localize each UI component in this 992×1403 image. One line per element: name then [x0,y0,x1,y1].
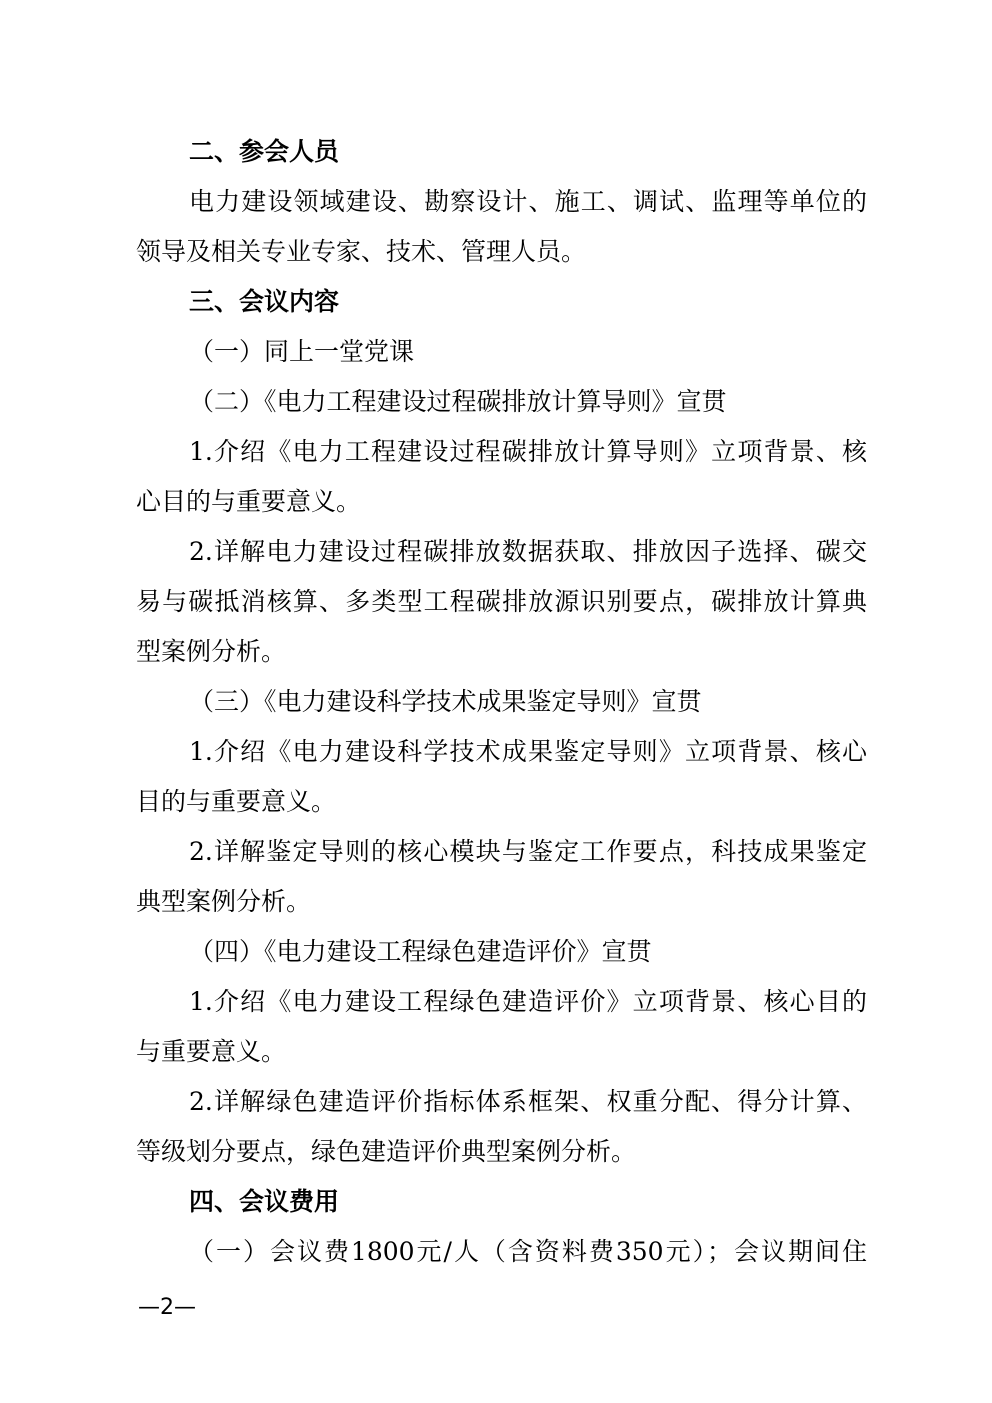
paragraph-line: 2.详解电力建设过程碳排放数据获取、排放因子选择、碳交 [189,537,867,566]
subsection-heading: （三）《电力建设科学技术成果鉴定导则》宣贯 [189,687,702,716]
paragraph-line: 1.介绍《电力工程建设过程碳排放计算导则》立项背景、核 [189,437,867,466]
paragraph-line: 型案例分析。 [136,637,287,666]
section-heading-content: 三、会议内容 [189,287,340,316]
paragraph-line: 1.介绍《电力建设科学技术成果鉴定导则》立项背景、核心 [189,737,867,766]
section-heading-fees: 四、会议费用 [189,1187,340,1216]
paragraph-line: 电力建设领域建设、勘察设计、施工、调试、监理等单位的 [189,187,867,216]
subsection-heading: （二）《电力工程建设过程碳排放计算导则》宣贯 [189,387,727,416]
paragraph-line: （一）会议费1800元/人（含资料费350元）；会议期间住 [189,1237,867,1266]
paragraph-line: 2.详解绿色建造评价指标体系框架、权重分配、得分计算、 [189,1087,867,1116]
paragraph-line: 2.详解鉴定导则的核心模块与鉴定工作要点，科技成果鉴定 [189,837,867,866]
paragraph-line: 易与碳抵消核算、多类型工程碳排放源识别要点，碳排放计算典 [136,587,867,616]
paragraph-line: 领导及相关专业专家、技术、管理人员。 [136,237,587,266]
subsection-heading: （四）《电力建设工程绿色建造评价》宣贯 [189,937,652,966]
paragraph-line: 目的与重要意义。 [136,787,337,816]
paragraph-line: 等级划分要点，绿色建造评价典型案例分析。 [136,1137,637,1166]
page-number: —2— [138,1295,196,1320]
section-heading-attendees: 二、参会人员 [189,137,340,166]
subsection-heading: （一）同上一堂党课 [189,337,415,366]
paragraph-line: 典型案例分析。 [136,887,312,916]
paragraph-line: 心目的与重要意义。 [136,487,362,516]
paragraph-line: 与重要意义。 [136,1037,287,1066]
paragraph-line: 1.介绍《电力建设工程绿色建造评价》立项背景、核心目的 [189,987,867,1016]
